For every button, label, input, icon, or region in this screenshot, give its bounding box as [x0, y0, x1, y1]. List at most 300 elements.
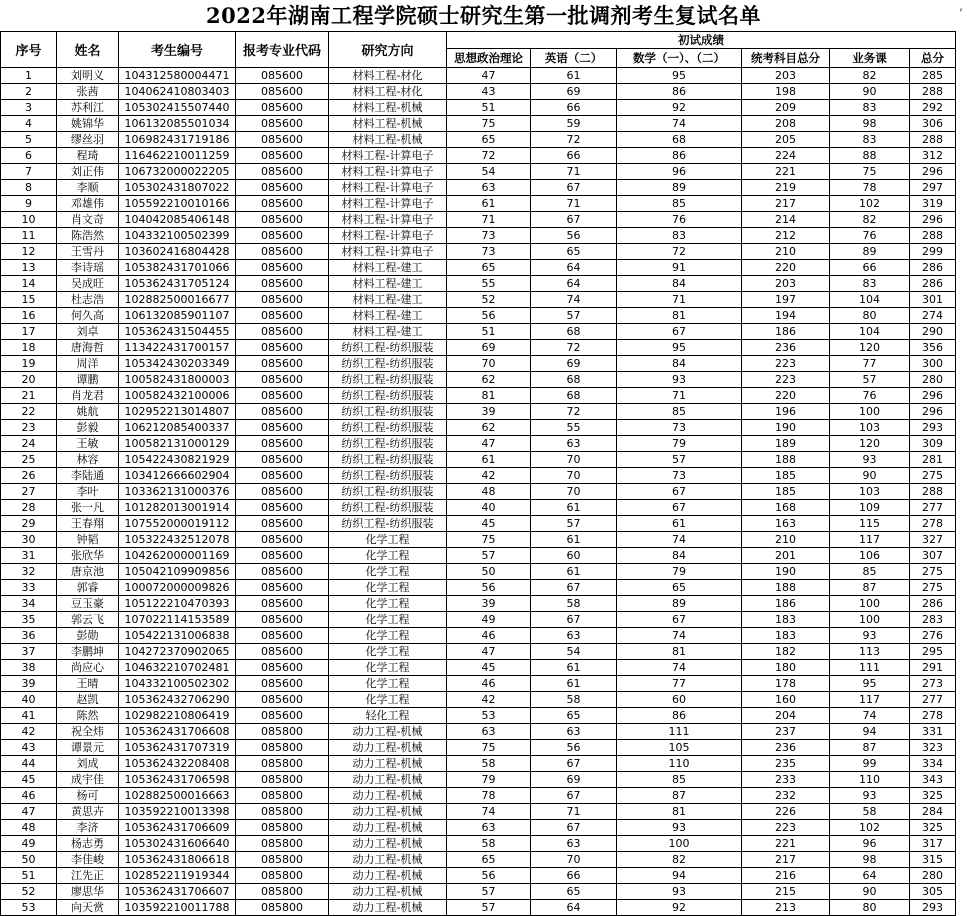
cell-major-code: 085600 — [236, 708, 329, 724]
cell-name: 黄思卉 — [57, 804, 119, 820]
cell-math: 77 — [617, 676, 742, 692]
cell-politics: 57 — [447, 900, 531, 916]
cell-professional: 96 — [830, 836, 910, 852]
cell-name: 唐海哲 — [57, 340, 119, 356]
cell-politics: 51 — [447, 324, 531, 340]
cell-seq: 17 — [1, 324, 57, 340]
cell-name: 肖龙君 — [57, 388, 119, 404]
cell-name: 周洋 — [57, 356, 119, 372]
cell-professional: 90 — [830, 884, 910, 900]
cell-politics: 45 — [447, 660, 531, 676]
cell-politics: 42 — [447, 692, 531, 708]
cell-exam-no: 105302431606640 — [119, 836, 236, 852]
cell-professional: 100 — [830, 612, 910, 628]
cell-total: 288 — [910, 132, 956, 148]
cell-english: 57 — [531, 308, 617, 324]
cell-math: 105 — [617, 740, 742, 756]
corner-mark: , — [959, 0, 963, 13]
cell-total-exam: 221 — [742, 164, 830, 180]
table-row — [1, 884, 956, 900]
cell-seq: 12 — [1, 244, 57, 260]
cell-direction: 动力工程-机械 — [329, 756, 447, 772]
cell-total: 278 — [910, 516, 956, 532]
cell-english: 69 — [531, 772, 617, 788]
cell-direction: 化学工程 — [329, 580, 447, 596]
cell-politics: 52 — [447, 292, 531, 308]
cell-professional: 102 — [830, 820, 910, 836]
cell-total-exam: 216 — [742, 868, 830, 884]
cell-direction: 纺织工程-纺织服装 — [329, 404, 447, 420]
cell-direction: 化学工程 — [329, 596, 447, 612]
cell-exam-no: 100582131000129 — [119, 436, 236, 452]
cell-exam-no: 105342430203349 — [119, 356, 236, 372]
cell-seq: 18 — [1, 340, 57, 356]
cell-direction: 化学工程 — [329, 548, 447, 564]
cell-direction: 化学工程 — [329, 532, 447, 548]
cell-seq: 19 — [1, 356, 57, 372]
cell-exam-no: 102982210806419 — [119, 708, 236, 724]
cell-professional: 93 — [830, 628, 910, 644]
cell-politics: 54 — [447, 164, 531, 180]
cell-exam-no: 106132085901107 — [119, 308, 236, 324]
cell-professional: 90 — [830, 84, 910, 100]
cell-total: 277 — [910, 500, 956, 516]
cell-exam-no: 105592210010166 — [119, 196, 236, 212]
cell-total-exam: 185 — [742, 468, 830, 484]
cell-total-exam: 223 — [742, 372, 830, 388]
cell-exam-no: 105362431706598 — [119, 772, 236, 788]
cell-seq: 7 — [1, 164, 57, 180]
cell-total: 331 — [910, 724, 956, 740]
cell-total: 315 — [910, 852, 956, 868]
cell-major-code: 085600 — [236, 564, 329, 580]
cell-seq: 44 — [1, 756, 57, 772]
header-seq: 序号 — [1, 32, 57, 68]
cell-total-exam: 223 — [742, 820, 830, 836]
table-row — [1, 372, 956, 388]
cell-exam-no: 106732000022205 — [119, 164, 236, 180]
cell-seq: 20 — [1, 372, 57, 388]
cell-math: 84 — [617, 548, 742, 564]
table-row — [1, 84, 956, 100]
cell-exam-no: 105322432512078 — [119, 532, 236, 548]
cell-seq: 32 — [1, 564, 57, 580]
cell-direction: 化学工程 — [329, 628, 447, 644]
cell-total-exam: 180 — [742, 660, 830, 676]
cell-major-code: 085600 — [236, 580, 329, 596]
cell-seq: 9 — [1, 196, 57, 212]
cell-major-code: 085600 — [236, 484, 329, 500]
cell-math: 95 — [617, 68, 742, 84]
cell-name: 程琦 — [57, 148, 119, 164]
cell-math: 72 — [617, 244, 742, 260]
cell-politics: 40 — [447, 500, 531, 516]
cell-seq: 25 — [1, 452, 57, 468]
cell-major-code: 085600 — [236, 436, 329, 452]
cell-seq: 53 — [1, 900, 57, 916]
cell-politics: 72 — [447, 148, 531, 164]
cell-major-code: 085600 — [236, 612, 329, 628]
cell-math: 67 — [617, 612, 742, 628]
cell-total: 306 — [910, 116, 956, 132]
cell-major-code: 085800 — [236, 836, 329, 852]
table-row — [1, 628, 956, 644]
cell-english: 70 — [531, 468, 617, 484]
table-row — [1, 308, 956, 324]
cell-english: 67 — [531, 580, 617, 596]
cell-total-exam: 188 — [742, 452, 830, 468]
cell-major-code: 085600 — [236, 260, 329, 276]
cell-total-exam: 204 — [742, 708, 830, 724]
cell-total: 284 — [910, 804, 956, 820]
cell-direction: 动力工程-机械 — [329, 852, 447, 868]
cell-professional: 80 — [830, 900, 910, 916]
cell-major-code: 085800 — [236, 788, 329, 804]
cell-exam-no: 100582432100006 — [119, 388, 236, 404]
cell-direction: 材料工程-建工 — [329, 292, 447, 308]
cell-english: 70 — [531, 852, 617, 868]
cell-politics: 45 — [447, 516, 531, 532]
cell-professional: 117 — [830, 692, 910, 708]
cell-major-code: 085600 — [236, 532, 329, 548]
cell-name: 李陆通 — [57, 468, 119, 484]
cell-math: 57 — [617, 452, 742, 468]
cell-major-code: 085600 — [236, 164, 329, 180]
cell-direction: 轻化工程 — [329, 708, 447, 724]
cell-direction: 材料工程-计算电子 — [329, 164, 447, 180]
cell-english: 56 — [531, 228, 617, 244]
cell-politics: 42 — [447, 468, 531, 484]
cell-total: 281 — [910, 452, 956, 468]
cell-english: 61 — [531, 532, 617, 548]
cell-major-code: 085600 — [236, 148, 329, 164]
cell-major-code: 085600 — [236, 500, 329, 516]
cell-major-code: 085600 — [236, 84, 329, 100]
cell-english: 71 — [531, 196, 617, 212]
cell-math: 71 — [617, 388, 742, 404]
cell-math: 84 — [617, 356, 742, 372]
table-row — [1, 804, 956, 820]
cell-total: 280 — [910, 372, 956, 388]
cell-exam-no: 102882500016663 — [119, 788, 236, 804]
cell-major-code: 085600 — [236, 692, 329, 708]
cell-politics: 58 — [447, 836, 531, 852]
cell-name: 彭毅 — [57, 420, 119, 436]
cell-english: 63 — [531, 724, 617, 740]
cell-total-exam: 186 — [742, 596, 830, 612]
cell-direction: 纺织工程-纺织服装 — [329, 500, 447, 516]
cell-major-code: 085800 — [236, 804, 329, 820]
cell-math: 89 — [617, 180, 742, 196]
header-major-code: 报考专业代码 — [236, 32, 329, 68]
cell-english: 60 — [531, 548, 617, 564]
cell-math: 92 — [617, 100, 742, 116]
cell-exam-no: 105382431701066 — [119, 260, 236, 276]
cell-total: 356 — [910, 340, 956, 356]
cell-total-exam: 237 — [742, 724, 830, 740]
cell-name: 尚应心 — [57, 660, 119, 676]
cell-english: 72 — [531, 404, 617, 420]
cell-total: 305 — [910, 884, 956, 900]
cell-major-code: 085600 — [236, 132, 329, 148]
cell-math: 60 — [617, 692, 742, 708]
cell-name: 苏利江 — [57, 100, 119, 116]
cell-total: 343 — [910, 772, 956, 788]
cell-total-exam: 183 — [742, 612, 830, 628]
cell-politics: 47 — [447, 644, 531, 660]
cell-major-code: 085600 — [236, 596, 329, 612]
cell-exam-no: 105362431706608 — [119, 724, 236, 740]
cell-direction: 动力工程-机械 — [329, 788, 447, 804]
cell-total: 319 — [910, 196, 956, 212]
cell-total-exam: 208 — [742, 116, 830, 132]
table-row — [1, 260, 956, 276]
cell-politics: 49 — [447, 612, 531, 628]
cell-major-code: 085600 — [236, 644, 329, 660]
cell-politics: 65 — [447, 132, 531, 148]
cell-english: 67 — [531, 788, 617, 804]
cell-politics: 57 — [447, 884, 531, 900]
cell-english: 64 — [531, 260, 617, 276]
cell-english: 65 — [531, 884, 617, 900]
cell-math: 100 — [617, 836, 742, 852]
cell-direction: 纺织工程-纺织服装 — [329, 420, 447, 436]
cell-name: 刘卓 — [57, 324, 119, 340]
table-row — [1, 580, 956, 596]
cell-politics: 73 — [447, 228, 531, 244]
table-row — [1, 660, 956, 676]
cell-direction: 纺织工程-纺织服装 — [329, 356, 447, 372]
cell-name: 姚锦华 — [57, 116, 119, 132]
cell-english: 61 — [531, 564, 617, 580]
cell-professional: 82 — [830, 212, 910, 228]
cell-total: 292 — [910, 100, 956, 116]
cell-major-code: 085600 — [236, 180, 329, 196]
cell-politics: 61 — [447, 452, 531, 468]
cell-professional: 76 — [830, 228, 910, 244]
cell-name: 肖文奇 — [57, 212, 119, 228]
cell-direction: 纺织工程-纺织服装 — [329, 516, 447, 532]
cell-seq: 21 — [1, 388, 57, 404]
table-row — [1, 516, 956, 532]
cell-direction: 材料工程-计算电子 — [329, 148, 447, 164]
cell-professional: 100 — [830, 596, 910, 612]
cell-direction: 动力工程-机械 — [329, 724, 447, 740]
cell-major-code: 085600 — [236, 660, 329, 676]
cell-name: 吴成旺 — [57, 276, 119, 292]
header-professional: 业务课 — [830, 49, 910, 68]
table-row — [1, 116, 956, 132]
cell-seq: 8 — [1, 180, 57, 196]
table-row — [1, 340, 956, 356]
cell-math: 92 — [617, 900, 742, 916]
cell-major-code: 085800 — [236, 820, 329, 836]
cell-name: 刘成 — [57, 756, 119, 772]
cell-professional: 78 — [830, 180, 910, 196]
cell-english: 59 — [531, 116, 617, 132]
cell-seq: 13 — [1, 260, 57, 276]
cell-politics: 53 — [447, 708, 531, 724]
cell-total-exam: 190 — [742, 564, 830, 580]
table-row — [1, 596, 956, 612]
cell-professional: 120 — [830, 436, 910, 452]
cell-politics: 50 — [447, 564, 531, 580]
cell-total: 286 — [910, 596, 956, 612]
cell-seq: 29 — [1, 516, 57, 532]
cell-direction: 动力工程-机械 — [329, 868, 447, 884]
cell-major-code: 085600 — [236, 372, 329, 388]
table-row — [1, 468, 956, 484]
cell-direction: 动力工程-机械 — [329, 740, 447, 756]
cell-major-code: 085600 — [236, 388, 329, 404]
cell-professional: 75 — [830, 164, 910, 180]
cell-politics: 73 — [447, 244, 531, 260]
cell-name: 郭睿 — [57, 580, 119, 596]
cell-total-exam: 183 — [742, 628, 830, 644]
cell-math: 79 — [617, 436, 742, 452]
cell-total-exam: 201 — [742, 548, 830, 564]
cell-professional: 104 — [830, 292, 910, 308]
cell-exam-no: 116462210011259 — [119, 148, 236, 164]
cell-total: 280 — [910, 868, 956, 884]
cell-exam-no: 105362431706607 — [119, 884, 236, 900]
cell-professional: 88 — [830, 148, 910, 164]
cell-direction: 材料工程-建工 — [329, 324, 447, 340]
header-math: 数学（一）、（二） — [617, 49, 742, 68]
cell-math: 89 — [617, 596, 742, 612]
cell-math: 68 — [617, 132, 742, 148]
cell-total-exam: 190 — [742, 420, 830, 436]
cell-total: 275 — [910, 468, 956, 484]
cell-exam-no: 104062410803403 — [119, 84, 236, 100]
table-row — [1, 852, 956, 868]
table-row — [1, 324, 956, 340]
cell-exam-no: 104332100502399 — [119, 228, 236, 244]
cell-name: 李顺 — [57, 180, 119, 196]
cell-professional: 109 — [830, 500, 910, 516]
cell-politics: 57 — [447, 548, 531, 564]
cell-total-exam: 182 — [742, 644, 830, 660]
cell-direction: 化学工程 — [329, 692, 447, 708]
cell-politics: 56 — [447, 308, 531, 324]
table-row — [1, 772, 956, 788]
cell-total: 309 — [910, 436, 956, 452]
cell-total: 288 — [910, 228, 956, 244]
cell-major-code: 085600 — [236, 676, 329, 692]
cell-major-code: 085600 — [236, 356, 329, 372]
cell-direction: 材料工程-建工 — [329, 308, 447, 324]
cell-total-exam: 196 — [742, 404, 830, 420]
cell-seq: 48 — [1, 820, 57, 836]
cell-total: 285 — [910, 68, 956, 84]
cell-professional: 95 — [830, 676, 910, 692]
cell-english: 56 — [531, 740, 617, 756]
cell-total-exam: 232 — [742, 788, 830, 804]
cell-name: 杨可 — [57, 788, 119, 804]
cell-professional: 57 — [830, 372, 910, 388]
cell-major-code: 085600 — [236, 68, 329, 84]
cell-major-code: 085800 — [236, 884, 329, 900]
cell-direction: 材料工程-材化 — [329, 68, 447, 84]
cell-exam-no: 103602416804428 — [119, 244, 236, 260]
cell-total-exam: 219 — [742, 180, 830, 196]
table-row — [1, 900, 956, 916]
cell-professional: 76 — [830, 388, 910, 404]
cell-total-exam: 215 — [742, 884, 830, 900]
cell-total: 317 — [910, 836, 956, 852]
cell-math: 87 — [617, 788, 742, 804]
cell-math: 82 — [617, 852, 742, 868]
page-title: 2022年湖南工程学院硕士研究生第一批调剂考生复试名单 — [206, 3, 761, 28]
cell-politics: 74 — [447, 804, 531, 820]
cell-total: 327 — [910, 532, 956, 548]
cell-total: 293 — [910, 900, 956, 916]
table-row — [1, 404, 956, 420]
cell-exam-no: 107552000019112 — [119, 516, 236, 532]
cell-direction: 材料工程-建工 — [329, 260, 447, 276]
table-row — [1, 612, 956, 628]
cell-seq: 24 — [1, 436, 57, 452]
cell-exam-no: 105042109909856 — [119, 564, 236, 580]
cell-total: 291 — [910, 660, 956, 676]
cell-math: 65 — [617, 580, 742, 596]
cell-professional: 103 — [830, 420, 910, 436]
cell-exam-no: 105362432208408 — [119, 756, 236, 772]
cell-politics: 46 — [447, 676, 531, 692]
cell-total-exam: 198 — [742, 84, 830, 100]
cell-math: 84 — [617, 276, 742, 292]
cell-name: 郭云飞 — [57, 612, 119, 628]
cell-total: 278 — [910, 708, 956, 724]
cell-english: 54 — [531, 644, 617, 660]
cell-major-code: 085600 — [236, 324, 329, 340]
cell-total-exam: 236 — [742, 740, 830, 756]
cell-exam-no: 105422430821929 — [119, 452, 236, 468]
cell-math: 95 — [617, 340, 742, 356]
cell-total-exam: 220 — [742, 260, 830, 276]
cell-politics: 61 — [447, 196, 531, 212]
cell-direction: 纺织工程-纺织服装 — [329, 484, 447, 500]
cell-major-code: 085600 — [236, 628, 329, 644]
cell-english: 68 — [531, 324, 617, 340]
cell-direction: 材料工程-计算电子 — [329, 196, 447, 212]
cell-seq: 28 — [1, 500, 57, 516]
cell-major-code: 085800 — [236, 772, 329, 788]
cell-english: 55 — [531, 420, 617, 436]
cell-english: 74 — [531, 292, 617, 308]
cell-name: 钟韬 — [57, 532, 119, 548]
candidate-table — [0, 31, 956, 916]
cell-politics: 47 — [447, 436, 531, 452]
cell-professional: 80 — [830, 308, 910, 324]
cell-seq: 31 — [1, 548, 57, 564]
table-row — [1, 532, 956, 548]
cell-exam-no: 103412666602904 — [119, 468, 236, 484]
cell-seq: 39 — [1, 676, 57, 692]
table-row — [1, 228, 956, 244]
table-row — [1, 484, 956, 500]
cell-english: 58 — [531, 596, 617, 612]
cell-politics: 63 — [447, 180, 531, 196]
cell-direction: 动力工程-机械 — [329, 836, 447, 852]
table-row — [1, 212, 956, 228]
cell-math: 71 — [617, 292, 742, 308]
cell-name: 成宇佳 — [57, 772, 119, 788]
cell-total-exam: 217 — [742, 852, 830, 868]
header-direction: 研究方向 — [329, 32, 447, 68]
cell-seq: 22 — [1, 404, 57, 420]
cell-english: 70 — [531, 484, 617, 500]
